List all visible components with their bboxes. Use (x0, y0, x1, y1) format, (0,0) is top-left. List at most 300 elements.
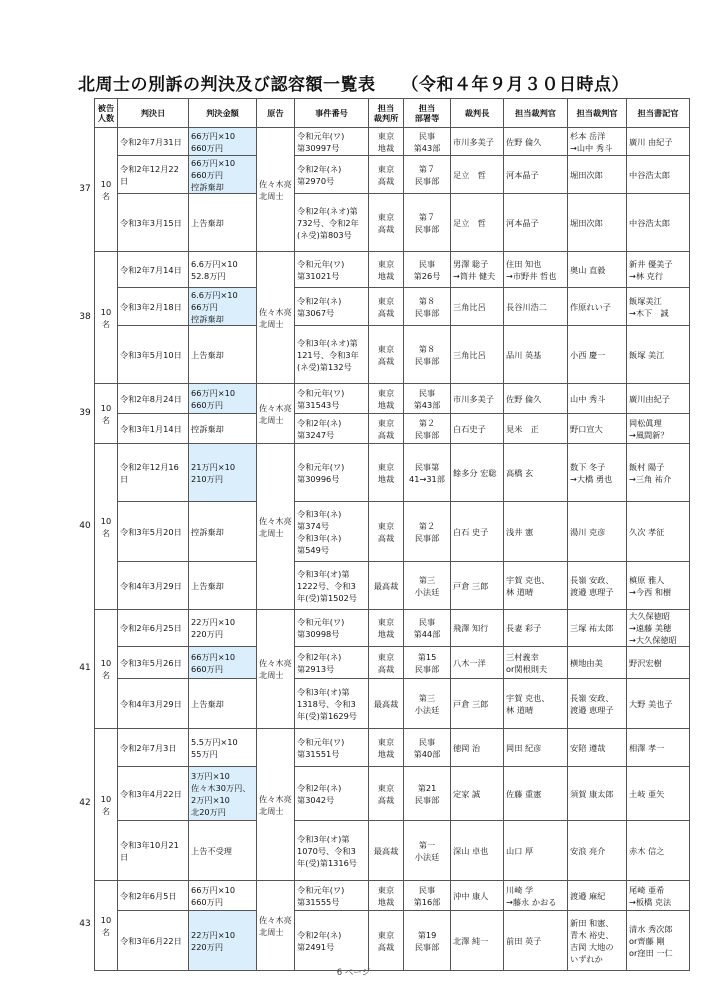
judge-1 (504, 610, 568, 647)
judgment-amount-line: 66万円×10 (191, 651, 236, 662)
judge-1 (504, 384, 568, 414)
department (404, 326, 451, 384)
judge-1-line: 長妻 彩子 (506, 623, 542, 633)
plaintiff (257, 128, 295, 252)
department-line: 第三 (418, 692, 436, 703)
header-court: 担当 裁判所 (369, 99, 404, 128)
clerk-line: →林 克行 (629, 270, 664, 281)
clerk-line: or齊藤 剛 (629, 935, 665, 946)
plaintiff (257, 384, 295, 444)
department-line: 民事部 (414, 794, 440, 805)
judgment-amount-line: 66万円×10 (191, 130, 236, 141)
judgment-amount-line: 3万円×10 (191, 770, 230, 781)
presiding-judge (451, 156, 504, 194)
table-row (95, 502, 690, 562)
defendant-count-line: 名 (101, 527, 111, 538)
plaintiff-line: 佐々木亮 (259, 306, 292, 317)
judgment-amount-line: 52.8万円 (191, 270, 226, 281)
department-line: 民事部 (414, 223, 440, 234)
judgment-amount-line: 北20万円 (191, 806, 226, 817)
plaintiff-line: 佐々木亮 (259, 178, 292, 189)
case-number-line: 令和3年(オ)第 (297, 833, 350, 844)
clerk-line: 尾崎 亜希 (629, 884, 665, 895)
judgment-amount (189, 911, 257, 971)
clerk (627, 562, 690, 610)
judge-2-line: 堀田次郎 (570, 217, 603, 228)
plaintiff-line: 佐々木亮 (259, 658, 292, 668)
department (404, 502, 451, 562)
department (404, 384, 451, 414)
court (369, 911, 404, 971)
department-line: 第15 (417, 651, 437, 662)
case-number-line: 令和2年(ネ) (297, 651, 342, 662)
judge-2-line: →大橋 勇也 (570, 473, 613, 484)
judge-2 (568, 821, 627, 881)
court (369, 326, 404, 384)
clerk-line: 大野 美也子 (629, 698, 673, 709)
judge-2 (568, 679, 627, 729)
clerk-line: 大久保徳昭 (629, 611, 670, 621)
clerk (627, 610, 690, 647)
department (404, 729, 451, 767)
judge-2 (568, 502, 627, 562)
presiding-judge-line: 市川多美子 (453, 136, 494, 147)
presiding-judge-line: 白石 史子 (453, 526, 489, 537)
judgment-amount (189, 128, 257, 156)
clerk-line: 清水 秀次郎 (629, 923, 673, 934)
presiding-judge (451, 128, 504, 156)
department-line: 小法廷 (414, 851, 440, 862)
judgment-amount (189, 444, 257, 502)
table-row (95, 252, 690, 288)
presiding-judge-line: 定家 誠 (453, 788, 481, 799)
case-number (295, 610, 369, 647)
case-number-line: (ネ受)第803号 (297, 229, 352, 240)
court (369, 502, 404, 562)
judge-2 (568, 647, 627, 679)
judge-2 (568, 444, 627, 502)
court (369, 821, 404, 881)
judgment-amount (189, 562, 257, 610)
presiding-judge-line: 深山 卓也 (453, 845, 489, 856)
case-number-line: 第374号 (297, 520, 330, 531)
presiding-judge (451, 767, 504, 821)
judgment-date: 令和2年7月31日 (118, 128, 189, 156)
court-line: 東京 (377, 461, 395, 472)
judge-2-line: 吉岡 大地の (570, 941, 614, 952)
judge-2-line: いずれか (570, 953, 603, 964)
judge-1-line: 見米 正 (506, 423, 539, 434)
judge-2-line: 数下 冬子 (570, 461, 606, 472)
judge-2-line: 安浪 亮介 (570, 845, 606, 856)
clerk-line: 槙原 雅人 (629, 574, 665, 585)
case-number-line: 第2913号 (297, 663, 335, 674)
title-date: （令和４年９月３０日時点） (401, 75, 629, 95)
court-line: 高裁 (377, 532, 395, 543)
judge-1 (504, 502, 568, 562)
judge-2-line: 横地由美 (570, 657, 603, 668)
court-line: 東京 (377, 736, 395, 747)
case-number (295, 444, 369, 502)
case-number-line: 第2491号 (297, 941, 335, 952)
judge-2 (568, 288, 627, 326)
judgment-amount-line: 55万円 (191, 748, 218, 759)
judge-2 (568, 414, 627, 444)
judge-2 (568, 562, 627, 610)
case-number-line: 令和2年(ネ) (297, 295, 342, 306)
department (404, 647, 451, 679)
department-line: 民事第 (414, 461, 440, 472)
clerk (627, 156, 690, 194)
judgment-date: 令和2年6月5日 (118, 881, 189, 911)
court-line: 東京 (377, 295, 395, 306)
department-line: 民事部 (414, 175, 440, 186)
plaintiff (257, 610, 295, 729)
clerk-line: →三角 祐介 (629, 473, 672, 484)
judgment-amount-line: 控訴棄却 (191, 526, 224, 537)
table-row (95, 414, 690, 444)
judgment-date: 令和3年3月15日 (118, 194, 189, 252)
judge-1 (504, 562, 568, 610)
judgment-table (94, 98, 690, 971)
judgment-amount-line: 上告棄却 (191, 580, 224, 591)
judge-2 (568, 911, 627, 971)
case-number-line: 第3247号 (297, 429, 335, 440)
court-line: 高裁 (377, 941, 395, 952)
court-line: 地裁 (377, 270, 395, 281)
judge-1 (504, 326, 568, 384)
clerk-line: →大久保徳昭 (629, 635, 677, 645)
court-line: 地裁 (377, 629, 395, 639)
judgment-amount-line: 210万円 (191, 473, 224, 484)
judgment-amount (189, 767, 257, 821)
court-line: 高裁 (377, 429, 395, 440)
court-line: 地裁 (377, 142, 395, 153)
group-number: 38 (79, 311, 91, 322)
court-line: 地裁 (377, 748, 395, 759)
judgment-amount (189, 647, 257, 679)
presiding-judge-line: 沖中 康人 (453, 890, 489, 901)
judgment-amount-line: 660万円 (191, 896, 224, 907)
judgment-amount-line: 上告棄却 (191, 349, 224, 360)
judge-2-line: 杉本 岳洋 (570, 130, 606, 141)
judgment-amount (189, 288, 257, 326)
presiding-judge (451, 821, 504, 881)
department-line: 小法廷 (414, 586, 440, 597)
case-number-line: 令和2年(ネオ)第 (297, 205, 358, 216)
case-number (295, 911, 369, 971)
case-number-line: 令和3年(オ)第 (297, 568, 350, 579)
judgment-date: 令和3年10月21日 (118, 821, 189, 881)
judge-2 (568, 326, 627, 384)
case-number-line: 令和2年(ネ) (297, 163, 342, 174)
judge-1 (504, 647, 568, 679)
judgment-amount-line: 佐々木30万円、 (191, 782, 251, 793)
court-line: 高裁 (377, 663, 395, 674)
clerk-line: or窪田 一仁 (629, 947, 673, 958)
judgment-amount-line: 2万円×10 (191, 794, 230, 805)
presiding-judge-line: 八木一洋 (453, 657, 486, 668)
defendant-count (95, 384, 118, 444)
judgment-amount (189, 881, 257, 911)
court (369, 444, 404, 502)
department-line: 第２ (418, 520, 436, 531)
judge-1 (504, 156, 568, 194)
department-line: 第43部 (413, 142, 441, 153)
presiding-judge (451, 326, 504, 384)
group-number: 37 (79, 183, 91, 194)
table-row (95, 610, 690, 647)
clerk (627, 881, 690, 911)
judge-2 (568, 881, 627, 911)
defendant-count-line: 10 (100, 914, 112, 925)
judge-2-line: 渡邉 麻紀 (570, 890, 606, 901)
table-row (95, 729, 690, 767)
judgment-date: 令和3年6月22日 (118, 911, 189, 971)
case-number-line: 第2970号 (297, 175, 335, 186)
judgment-amount (189, 326, 257, 384)
court (369, 729, 404, 767)
judge-1-line: →市野井 哲也 (506, 270, 557, 281)
judgment-amount-line: 上告棄却 (191, 217, 224, 228)
department-line: 第２ (418, 417, 436, 428)
case-number (295, 767, 369, 821)
judge-2 (568, 610, 627, 647)
judgment-amount-line: 66万円×10 (191, 387, 236, 398)
judge-1-line: 河本晶子 (506, 217, 539, 228)
plaintiff-line: 北周士 (259, 318, 284, 329)
department (404, 194, 451, 252)
presiding-judge (451, 729, 504, 767)
judgment-amount (189, 156, 257, 194)
department-line: 民事部 (414, 941, 440, 952)
case-number-line: 令和元年(ワ) (297, 617, 345, 627)
department-line: 第21 (417, 782, 437, 793)
clerk-line: 野沢宏樹 (629, 657, 662, 668)
judge-2 (568, 156, 627, 194)
judge-1 (504, 821, 568, 881)
judge-1 (504, 767, 568, 821)
judge-2-line: 長嶺 安政、 (570, 574, 614, 585)
judgment-amount (189, 414, 257, 444)
court (369, 679, 404, 729)
presiding-judge-line: 男澤 聡子 (453, 258, 489, 269)
department-line: 第７ (418, 211, 436, 222)
presiding-judge (451, 414, 504, 444)
case-number (295, 194, 369, 252)
case-number (295, 679, 369, 729)
clerk (627, 767, 690, 821)
presiding-judge (451, 881, 504, 911)
plaintiff-line: 北周士 (259, 670, 284, 680)
judgment-amount (189, 729, 257, 767)
court-line: 東京 (377, 782, 395, 793)
court-line: 高裁 (377, 175, 395, 186)
judge-2-line: 堀田次郎 (570, 169, 603, 180)
header-date: 判決日 (118, 99, 189, 128)
case-number-line: (ネ受)第132号 (297, 361, 352, 372)
presiding-judge (451, 502, 504, 562)
case-number-line: 第3042号 (297, 794, 335, 805)
judge-1 (504, 444, 568, 502)
case-number-line: 令和3年(ネ) (297, 508, 342, 519)
defendant-count-line: 名 (101, 670, 111, 680)
plaintiff-line: 北周士 (259, 805, 284, 816)
defendant-count-line: 名 (101, 926, 111, 937)
defendant-count-line: 10 (100, 306, 112, 317)
judge-2-line: 野口宣大 (570, 423, 603, 434)
court (369, 414, 404, 444)
plaintiff-line: 北周士 (259, 190, 284, 201)
case-number-line: 令和3年(オ)第 (297, 686, 350, 697)
case-number-line: 第549号 (297, 544, 330, 555)
case-number (295, 156, 369, 194)
clerk (627, 821, 690, 881)
court (369, 194, 404, 252)
court-line: 高裁 (377, 794, 395, 805)
clerk-line: 廣川 由紀子 (629, 136, 673, 147)
judge-2-line: 安陪 遵哉 (570, 742, 606, 753)
judgment-amount (189, 821, 257, 881)
judgment-amount-line: 5.5万円×10 (191, 736, 238, 747)
case-number-line: 第30996号 (297, 473, 340, 484)
case-number (295, 647, 369, 679)
defendant-count-line: 名 (101, 414, 111, 425)
presiding-judge (451, 288, 504, 326)
header-plaintiff: 原告 (257, 99, 295, 128)
court-line: 最高裁 (373, 845, 399, 856)
table-row (95, 767, 690, 821)
presiding-judge (451, 444, 504, 502)
department (404, 679, 451, 729)
presiding-judge-line: 戸倉 三郎 (453, 580, 489, 591)
court (369, 128, 404, 156)
department (404, 821, 451, 881)
judgment-date: 令和3年1月14日 (118, 414, 189, 444)
header-judge-2: 担当裁判官 (568, 99, 627, 128)
judgment-amount (189, 384, 257, 414)
judge-1 (504, 288, 568, 326)
case-number-line: 令和元年(ワ) (297, 130, 345, 141)
department-line: 第８ (418, 295, 436, 306)
page-title (0, 70, 707, 95)
presiding-judge-line: 三角比呂 (453, 301, 486, 312)
judge-1 (504, 679, 568, 729)
judgment-amount-line: 66万円×10 (191, 157, 236, 168)
judge-1-line: 宇賀 克也、 (506, 574, 550, 585)
presiding-judge (451, 252, 504, 288)
judge-2 (568, 128, 627, 156)
judgment-date: 令和3年2月18日 (118, 288, 189, 326)
court (369, 562, 404, 610)
judgment-date: 令和3年4月22日 (118, 767, 189, 821)
clerk-line: 廣川由紀子 (629, 393, 670, 404)
department-line: 小法廷 (414, 704, 440, 715)
court (369, 156, 404, 194)
department-line: 第43部 (413, 399, 441, 410)
defendant-count (95, 128, 118, 252)
judge-1-line: 住田 知也 (506, 258, 542, 269)
clerk-line: 飯塚 美江 (629, 349, 665, 360)
group-number: 40 (79, 520, 91, 531)
defendant-count-line: 名 (101, 805, 111, 816)
judgment-amount-line: 上告不受理 (191, 845, 232, 856)
plaintiff-line: 佐々木亮 (259, 402, 292, 413)
court-line: 最高裁 (373, 580, 399, 591)
header-count: 被告 人数 (95, 99, 118, 128)
defendant-count (95, 729, 118, 881)
judgment-date: 令和4年3月29日 (118, 562, 189, 610)
department-line: 民事 (418, 736, 436, 747)
judgment-amount-line: 66万円 (191, 301, 218, 312)
judge-1-line: 浅井 憲 (506, 526, 534, 537)
plaintiff-line: 北周士 (259, 414, 284, 425)
judgment-date: 令和2年7月14日 (118, 252, 189, 288)
department-line: 民事部 (414, 532, 440, 543)
department-line: 民事 (418, 258, 436, 269)
presiding-judge-line: 北澤 純一 (453, 935, 489, 946)
case-number-line: 第30998号 (297, 629, 340, 639)
clerk (627, 252, 690, 288)
case-number (295, 414, 369, 444)
department-line: 民事 (418, 130, 436, 141)
judgment-amount-line: 控訴棄却 (191, 181, 224, 192)
clerk-line: →今西 和樹 (629, 586, 672, 597)
clerk-line: 中谷浩太郎 (629, 217, 670, 228)
clerk-line: →風間新？ (629, 429, 669, 440)
judgment-date: 令和3年5月20日 (118, 502, 189, 562)
clerk (627, 384, 690, 414)
clerk (627, 444, 690, 502)
court (369, 610, 404, 647)
department (404, 444, 451, 502)
court-line: 東京 (377, 417, 395, 428)
clerk (627, 194, 690, 252)
court (369, 288, 404, 326)
case-number (295, 502, 369, 562)
defendant-count (95, 881, 118, 971)
court-line: 高裁 (377, 355, 395, 366)
case-number-line: 令和元年(ワ) (297, 884, 345, 895)
plaintiff-line: 北周士 (259, 527, 284, 538)
judge-2-line: 三塚 祐太郎 (570, 623, 614, 633)
department (404, 156, 451, 194)
court-line: 東京 (377, 651, 395, 662)
defendant-count-line: 10 (100, 793, 112, 804)
clerk-line: →板橋 克法 (629, 896, 672, 907)
case-number-line: 令和2年(ネ) (297, 417, 342, 428)
court-line: 高裁 (377, 223, 395, 234)
judgment-date: 令和2年6月25日 (118, 610, 189, 647)
department (404, 610, 451, 647)
judgment-amount (189, 502, 257, 562)
judgment-amount (189, 679, 257, 729)
presiding-judge (451, 384, 504, 414)
presiding-judge (451, 647, 504, 679)
table-row (95, 128, 690, 156)
case-number-line: 年(受)第1316号 (297, 857, 357, 868)
judgment-amount (189, 610, 257, 647)
plaintiff (257, 252, 295, 384)
case-number-line: 1070号、令和3 (297, 845, 356, 856)
judgment-amount-line: 6.6万円×10 (191, 289, 238, 300)
judge-2 (568, 767, 627, 821)
judge-1-line: 林 道晴 (506, 704, 534, 715)
department-line: 第三 (418, 574, 436, 585)
presiding-judge-line: 白石史子 (453, 423, 486, 434)
clerk-line: 飯塚美江 (629, 295, 662, 306)
table-row (95, 911, 690, 971)
